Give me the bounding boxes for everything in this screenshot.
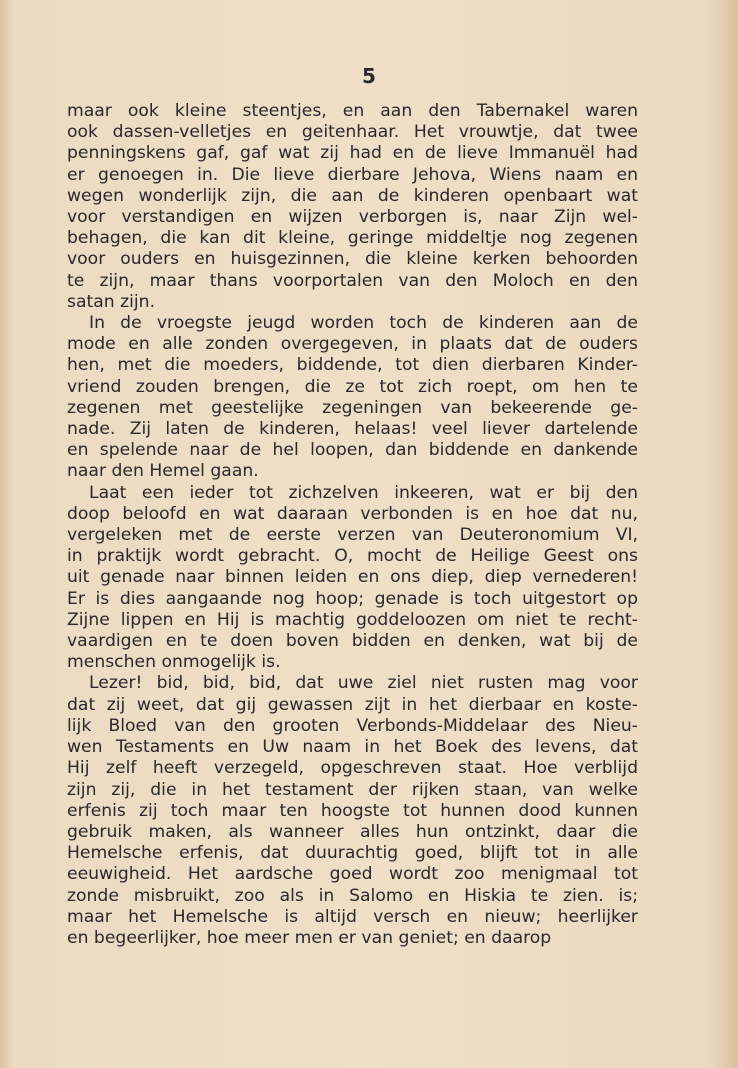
text-line: er genoegen in. Die lieve dierbare Jehova, Wiens naam en — [67, 164, 638, 185]
text-line: mode en alle zonden overgegeven, in plaats dat de ouders — [67, 334, 638, 355]
text-line: nade. Zij laten de kinderen, helaas! veel liever dartelende — [67, 419, 638, 440]
text-line: uit genade naar binnen leiden en ons diep, diep vernederen! — [67, 567, 638, 588]
text-line: behagen, die kan dit kleine, geringe middeltje nog zegenen — [67, 228, 638, 249]
text-line: maar ook kleine steentjes, en aan den Tabernakel waren — [67, 101, 638, 121]
text-line: maar het Hemelsche is altijd versch en nieuw; heerlijker — [67, 906, 638, 927]
text-line: zonde misbruikt, zoo als in Salomo en Hiskia te zien. is; — [67, 885, 638, 906]
text-line: Lezer! bid, bid, bid, dat uwe ziel niet rusten mag voor — [89, 673, 638, 694]
paragraph — [67, 101, 638, 313]
paragraph — [67, 673, 638, 949]
text-line: wen Testaments en Uw naam in het Boek des levens, dat — [67, 737, 638, 758]
text-line: penningskens gaf, gaf wat zij had en de lieve Immanuël had — [67, 143, 638, 164]
text-line: zijn zij, die in het testament der rijken staan, van welke — [67, 779, 638, 800]
text-line: lijk Bloed van den grooten Verbonds-Middelaar des Nieu- — [67, 715, 638, 736]
text-line: vriend zouden brengen, die ze tot zich roept, om hen te — [67, 376, 638, 397]
text-line: in praktijk wordt gebracht. O, mocht de Heilige Geest ons — [67, 546, 638, 567]
text-line: te zijn, maar thans voorportalen van den Moloch en den — [67, 270, 638, 291]
text-line: voor verstandigen en wijzen verborgen is, naar Zijn wel- — [67, 207, 638, 228]
text-line: In de vroegste jeugd worden toch de kinderen aan de — [89, 313, 638, 334]
text-line: Zijne lippen en Hij is machtig goddeloozen om niet te recht- — [67, 609, 638, 630]
body-text — [67, 101, 638, 949]
text-line: wegen wonderlijk zijn, die aan de kinderen openbaart wat — [67, 185, 638, 206]
text-line: zegenen met geestelijke zegeningen van bekeerende ge- — [67, 397, 638, 418]
text-line: Hij zelf heeft verzegeld, opgeschreven staat. Hoe verblijd — [67, 758, 638, 779]
text-line: menschen onmogelijk is. — [67, 652, 281, 673]
text-line: dat zij weet, dat gij gewassen zijt in het dierbaar en koste- — [67, 694, 638, 715]
text-line: gebruik maken, als wanneer alles hun ontzinkt, daar die — [67, 821, 638, 842]
text-line: Er is dies aangaande nog hoop; genade is toch uitgestort op — [67, 588, 638, 609]
text-line: erfenis zij toch maar ten hoogste tot hunnen dood kunnen — [67, 800, 638, 821]
text-line: ook dassen-velletjes en geitenhaar. Het vrouwtje, dat twee — [67, 122, 638, 143]
paragraph — [67, 483, 638, 674]
text-line: satan zijn. — [67, 291, 156, 312]
paragraph — [67, 313, 638, 483]
text-line: vergeleken met de eerste verzen van Deuteronomium VI, — [67, 525, 638, 546]
text-line: naar den Hemel gaan. — [67, 461, 259, 482]
text-line: vaardigen en te doen boven bidden en denken, wat bij de — [67, 631, 638, 652]
text-line: Laat een ieder tot zichzelven inkeeren, wat er bij den — [89, 482, 638, 503]
text-line: eeuwigheid. Het aardsche goed wordt zoo menigmaal tot — [67, 864, 638, 885]
text-line: voor ouders en huisgezinnen, die kleine kerken behoorden — [67, 249, 638, 270]
text-line: en begeerlijker, hoe meer men er van geniet; en daarop — [67, 927, 552, 948]
text-line: Hemelsche erfenis, dat duurachtig goed, blijft tot in alle — [67, 843, 638, 864]
page-number: 5 — [362, 64, 376, 88]
text-line: en spelende naar de hel loopen, dan biddende en dankende — [67, 440, 638, 461]
text-line: doop beloofd en wat daaraan verbonden is en hoe dat nu, — [67, 503, 638, 524]
text-line: hen, met die moeders, biddende, tot dien dierbaren Kinder- — [67, 355, 638, 376]
